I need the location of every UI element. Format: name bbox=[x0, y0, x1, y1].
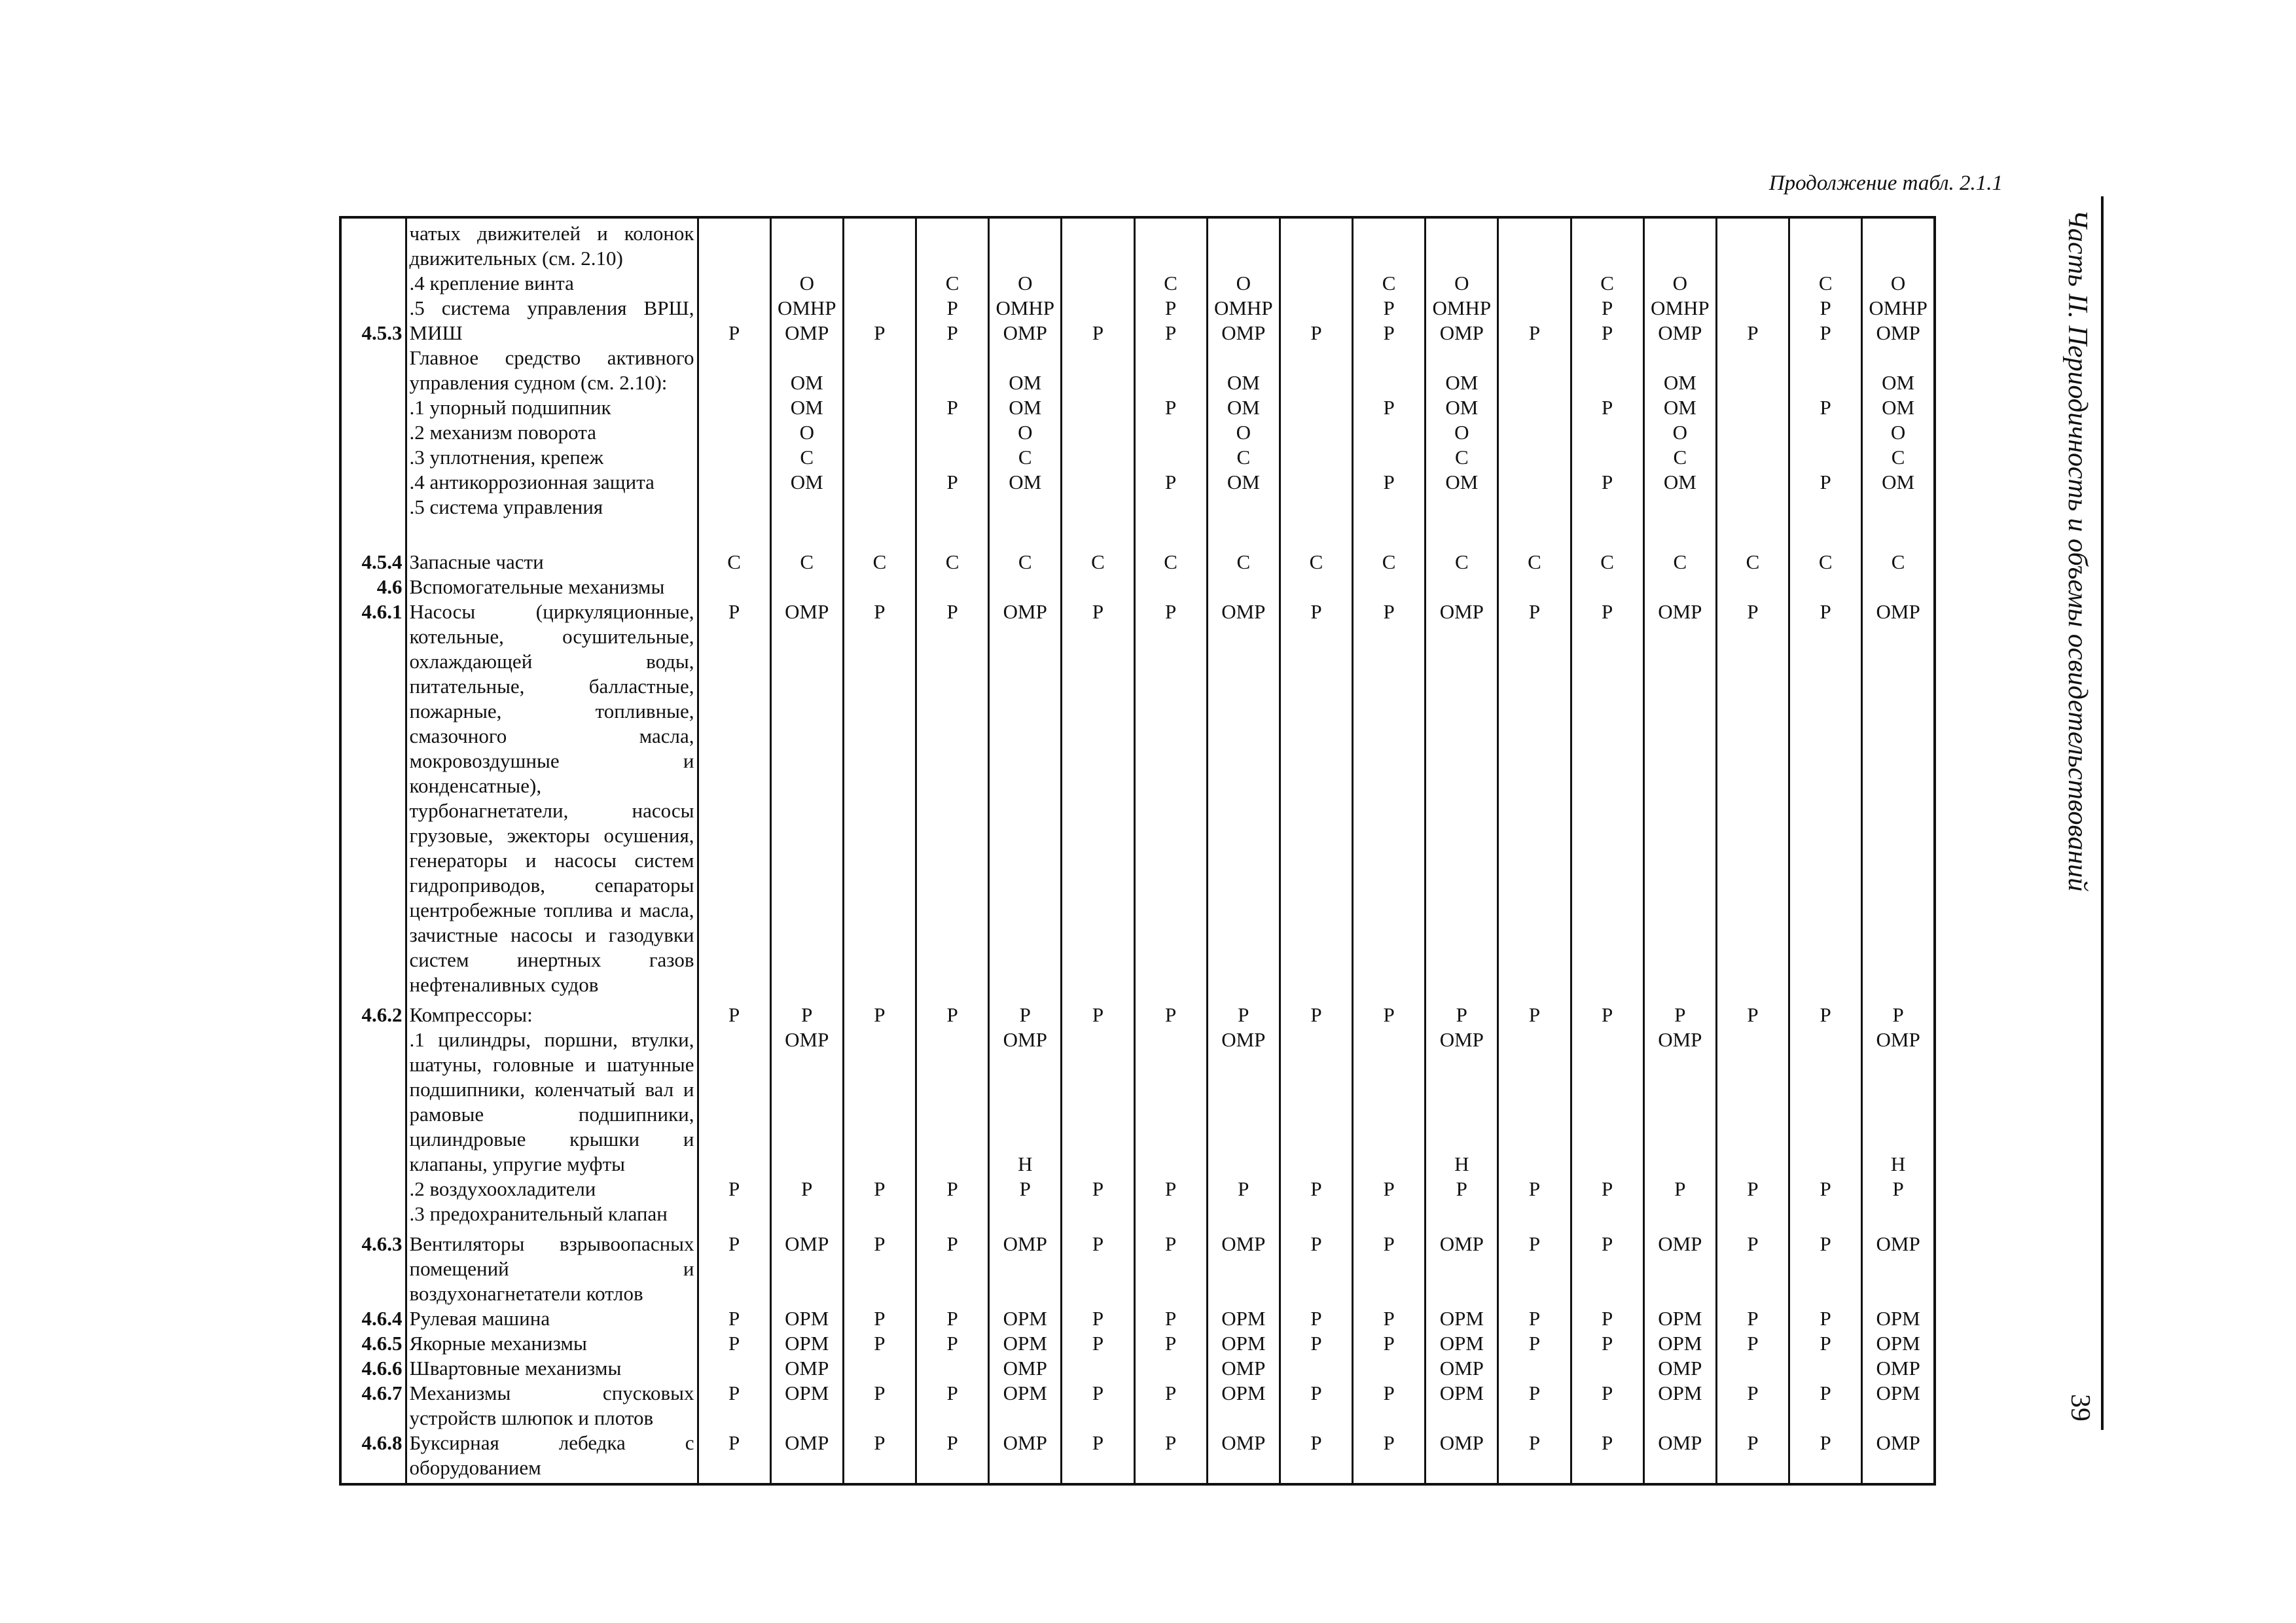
table-continuation-note: Продолжение табл. 2.1.1 bbox=[1768, 171, 2003, 195]
survey-code-cell: Р Р Р Р Р bbox=[698, 1229, 770, 1484]
survey-code-cell: Р Р Р Р Р bbox=[1789, 1229, 1862, 1484]
page-number: 39 bbox=[2065, 1394, 2095, 1421]
survey-code-cell: ОМР ОРМ ОРМ ОМР ОРМ ОМР bbox=[1207, 1229, 1280, 1484]
survey-code-cell: Р ОМР Р bbox=[770, 1000, 843, 1229]
survey-code-cell: Р Р bbox=[1498, 1000, 1571, 1229]
survey-code-cell: С Р bbox=[698, 522, 770, 1000]
survey-code-cell: Р bbox=[1498, 217, 1571, 522]
survey-code-cell: Р Р bbox=[1789, 1000, 1862, 1229]
survey-code-cell: ОМР ОРМ ОРМ ОМР ОРМ ОМР bbox=[1862, 1229, 1935, 1484]
survey-code-cell: Р Р bbox=[1134, 1000, 1207, 1229]
survey-code-cell: Р Р Р Р Р bbox=[916, 1229, 989, 1484]
table-row bbox=[340, 522, 1935, 1000]
survey-code-cell: Р Р bbox=[1062, 1000, 1134, 1229]
survey-code-cell: С Р bbox=[1134, 522, 1207, 1000]
part-title-vertical: Часть II. Периодичность и объемы освидетельствований bbox=[2062, 209, 2092, 892]
survey-code-cell: Р Р bbox=[1716, 1000, 1789, 1229]
survey-code-cell: С ОМР bbox=[989, 522, 1062, 1000]
survey-code-cell: Р Р bbox=[1353, 1000, 1426, 1229]
survey-code-cell: Р Р Р Р Р bbox=[1716, 1229, 1789, 1484]
survey-code-cell: С Р bbox=[1353, 522, 1426, 1000]
item-description-cell: Компрессоры: .1 цилиндры, поршни, втулки, шатуны, головные и шатунные подшипники, коленчатый вал и рамовые подшипники, цилиндровые крышки и клапаны, упругие муфты .2 воздухоохладители .3 предохранительный клапан bbox=[406, 1000, 698, 1229]
survey-code-cell: О ОМНР ОМР ОМ ОМ О С ОМ bbox=[770, 217, 843, 522]
survey-code-cell: Р Р bbox=[916, 1000, 989, 1229]
survey-code-cell: Р Р Р Р Р bbox=[1353, 1229, 1426, 1484]
item-number-cell: 4.5.4 4.6 4.6.1 bbox=[340, 522, 406, 1000]
survey-code-cell: С Р Р Р Р bbox=[1789, 217, 1862, 522]
survey-code-cell: Р ОМР Н Р bbox=[1862, 1000, 1935, 1229]
table-row bbox=[340, 1229, 1935, 1484]
survey-code-cell: О ОМНР ОМР ОМ ОМ О С ОМ bbox=[1862, 217, 1935, 522]
survey-code-cell: Р Р bbox=[698, 1000, 770, 1229]
item-description-cell: Запасные части Вспомогательные механизмы Насосы (циркуляционные, котельные, осушительные, охлаждающей воды, питательные, балластные, пожарные, топливные, смазочного масла, мокровоздушные и конденсатные), турбонагнетатели, насосы грузовые, эжекторы осушения, генераторы и насосы систем гидроприводов, сепараторы центробежные топлива и масла, зачистные насосы и газодувки систем инертных газов нефтеналивных судов bbox=[406, 522, 698, 1000]
survey-code-cell: С Р bbox=[1571, 522, 1643, 1000]
item-description-cell: Вентиляторы взрывоопасных помещений и воздухонагнетатели котлов Рулевая машина Якорные механизмы Швартовные механизмы Механизмы спусковых устройств шлюпок и плотов Буксирная лебедка с оборудованием bbox=[406, 1229, 698, 1484]
survey-code-cell: ОМР ОРМ ОРМ ОМР ОРМ ОМР bbox=[1426, 1229, 1498, 1484]
survey-code-cell: С ОМР bbox=[770, 522, 843, 1000]
survey-code-cell: Р Р Р Р Р bbox=[1571, 1229, 1643, 1484]
table-row bbox=[340, 1000, 1935, 1229]
survey-code-cell: Р bbox=[698, 217, 770, 522]
survey-code-cell: С ОМР bbox=[1207, 522, 1280, 1000]
survey-code-cell: С Р bbox=[916, 522, 989, 1000]
table-body bbox=[340, 217, 1935, 1484]
survey-code-cell: Р Р Р Р Р bbox=[843, 1229, 916, 1484]
survey-code-cell: С Р Р Р Р bbox=[1571, 217, 1643, 522]
side-rule bbox=[2101, 196, 2104, 1430]
item-description-cell: чатых движителей и колонок движительных (см. 2.10) .4 крепление винта .5 система управления ВРШ, МИШ Главное средство активного управления судном (см. 2.10): .1 упорный подшипник .2 механизм поворота .3 уплотнения, крепеж .4 антикоррозионная защита .5 система управления bbox=[406, 217, 698, 522]
survey-code-cell: Р ОМР Р bbox=[1207, 1000, 1280, 1229]
item-number-cell: 4.6.3 4.6.4 4.6.5 4.6.6 4.6.7 4.6.8 bbox=[340, 1229, 406, 1484]
survey-code-cell: С Р bbox=[1498, 522, 1571, 1000]
survey-code-cell: О ОМНР ОМР ОМ ОМ О С ОМ bbox=[1207, 217, 1280, 522]
survey-code-cell: С ОМР bbox=[1643, 522, 1716, 1000]
item-number-cell: 4.6.2 bbox=[340, 1000, 406, 1229]
survey-code-cell: С Р bbox=[1062, 522, 1134, 1000]
survey-table bbox=[339, 216, 1936, 1486]
survey-code-cell: Р bbox=[1062, 217, 1134, 522]
survey-code-cell: Р bbox=[1716, 217, 1789, 522]
survey-code-cell: С Р bbox=[1716, 522, 1789, 1000]
survey-code-cell: Р Р Р Р Р bbox=[1498, 1229, 1571, 1484]
survey-code-cell: Р Р Р Р Р bbox=[1280, 1229, 1352, 1484]
survey-code-cell: С ОМР bbox=[1426, 522, 1498, 1000]
survey-code-cell: О ОМНР ОМР ОМ ОМ О С ОМ bbox=[989, 217, 1062, 522]
item-number-cell: 4.5.3 bbox=[340, 217, 406, 522]
survey-code-cell: Р bbox=[1280, 217, 1352, 522]
survey-code-cell: С Р Р Р Р bbox=[916, 217, 989, 522]
survey-code-cell: Р Р bbox=[843, 1000, 916, 1229]
survey-code-cell: Р Р Р Р Р bbox=[1062, 1229, 1134, 1484]
survey-code-cell: С Р Р Р Р bbox=[1134, 217, 1207, 522]
survey-code-cell: Р ОМР Н Р bbox=[1426, 1000, 1498, 1229]
table-row bbox=[340, 217, 1935, 522]
survey-code-cell: О ОМНР ОМР ОМ ОМ О С ОМ bbox=[1426, 217, 1498, 522]
survey-code-cell: Р Р Р Р Р bbox=[1134, 1229, 1207, 1484]
survey-code-cell: Р bbox=[843, 217, 916, 522]
survey-code-cell: С Р bbox=[843, 522, 916, 1000]
survey-code-cell: С Р bbox=[1280, 522, 1352, 1000]
survey-code-cell: Р Р bbox=[1280, 1000, 1352, 1229]
survey-code-cell: ОМР ОРМ ОРМ ОМР ОРМ ОМР bbox=[770, 1229, 843, 1484]
survey-code-cell: Р ОМР Р bbox=[1643, 1000, 1716, 1229]
survey-code-cell: С Р Р Р Р bbox=[1353, 217, 1426, 522]
survey-code-cell: С ОМР bbox=[1862, 522, 1935, 1000]
survey-code-cell: О ОМНР ОМР ОМ ОМ О С ОМ bbox=[1643, 217, 1716, 522]
survey-code-cell: С Р bbox=[1789, 522, 1862, 1000]
survey-code-cell: Р ОМР Н Р bbox=[989, 1000, 1062, 1229]
survey-code-cell: Р Р bbox=[1571, 1000, 1643, 1229]
survey-code-cell: ОМР ОРМ ОРМ ОМР ОРМ ОМР bbox=[989, 1229, 1062, 1484]
survey-code-cell: ОМР ОРМ ОРМ ОМР ОРМ ОМР bbox=[1643, 1229, 1716, 1484]
